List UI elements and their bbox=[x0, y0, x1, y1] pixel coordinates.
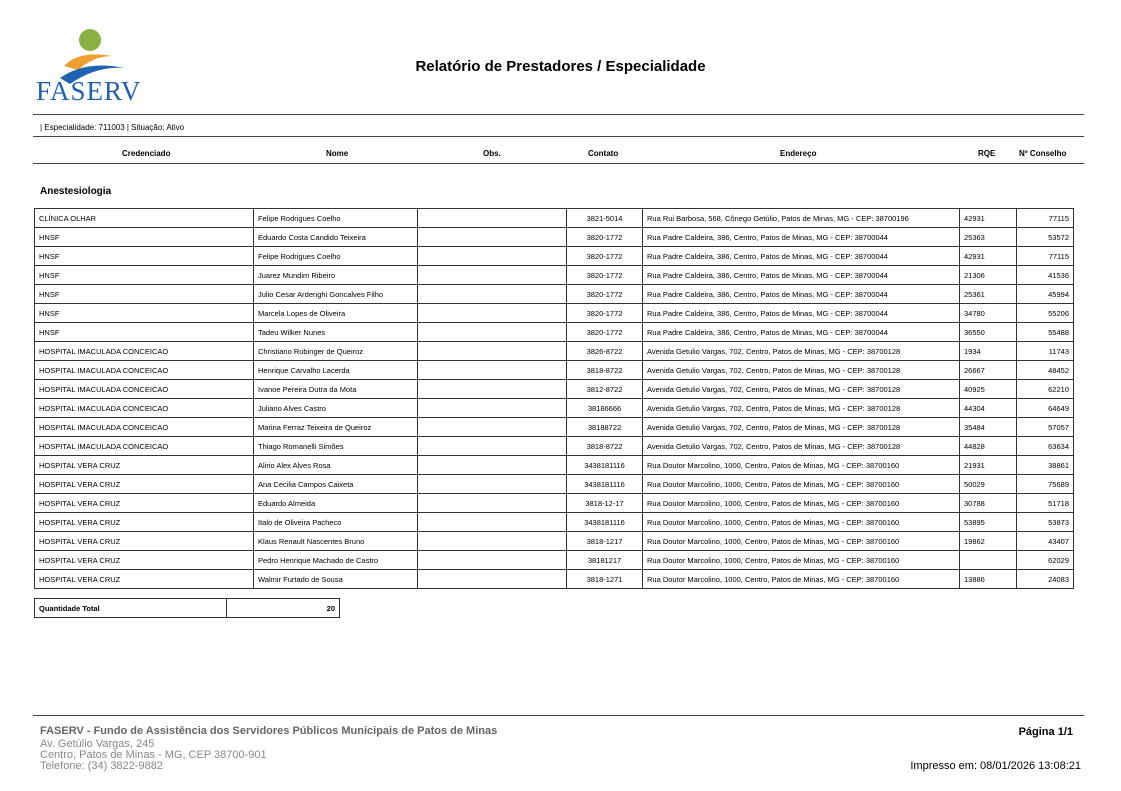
cell-nome: Ana Cecilia Campos Caixeta bbox=[254, 475, 418, 494]
table-row bbox=[35, 304, 1074, 323]
cell-nome: Julio Cesar Ardenghi Goncalves Filho bbox=[254, 285, 418, 304]
cell-conselho: 55206 bbox=[1017, 304, 1074, 323]
cell-rqe: 50029 bbox=[960, 475, 1017, 494]
cell-credenciado: HNSF bbox=[35, 304, 254, 323]
table-row bbox=[35, 513, 1074, 532]
cell-credenciado: HOSPITAL VERA CRUZ bbox=[35, 456, 254, 475]
cell-credenciado: HOSPITAL IMACULADA CONCEICAO bbox=[35, 418, 254, 437]
cell-obs bbox=[418, 456, 567, 475]
cell-conselho: 55488 bbox=[1017, 323, 1074, 342]
cell-obs bbox=[418, 532, 567, 551]
table-row bbox=[35, 285, 1074, 304]
cell-obs bbox=[418, 399, 567, 418]
table-row bbox=[35, 437, 1074, 456]
cell-rqe bbox=[960, 551, 1017, 570]
cell-contato: 3438181116 bbox=[567, 513, 643, 532]
cell-obs bbox=[418, 570, 567, 589]
table-row bbox=[35, 494, 1074, 513]
cell-contato: 3820-1772 bbox=[567, 304, 643, 323]
cell-obs bbox=[418, 551, 567, 570]
cell-contato: 3812-8722 bbox=[567, 380, 643, 399]
cell-nome: Italo de Oliveira Pacheco bbox=[254, 513, 418, 532]
report-title: Relatório de Prestadores / Especialidade bbox=[415, 58, 706, 75]
cell-contato: 3438181116 bbox=[567, 456, 643, 475]
cell-nome: Eduardo Almeida bbox=[254, 494, 418, 513]
cell-credenciado: HOSPITAL VERA CRUZ bbox=[35, 570, 254, 589]
cell-endereco: Avenida Getulio Vargas, 702, Centro, Patos de Minas, MG - CEP: 38700128 bbox=[643, 418, 960, 437]
cell-contato: 38181217 bbox=[567, 551, 643, 570]
cell-credenciado: HOSPITAL IMACULADA CONCEICAO bbox=[35, 342, 254, 361]
cell-endereco: Rua Doutor Marcolino, 1000, Centro, Patos de Minas, MG - CEP: 38700160 bbox=[643, 456, 960, 475]
cell-obs bbox=[418, 494, 567, 513]
cell-obs bbox=[418, 361, 567, 380]
cell-obs bbox=[418, 266, 567, 285]
cell-nome: Alirio Alex Alves Rosa bbox=[254, 456, 418, 475]
cell-credenciado: HNSF bbox=[35, 266, 254, 285]
cell-endereco: Avenida Getulio Vargas, 702, Centro, Patos de Minas, MG - CEP: 38700128 bbox=[643, 399, 960, 418]
cell-obs bbox=[418, 418, 567, 437]
cell-contato: 3818-8722 bbox=[567, 437, 643, 456]
cell-nome: Klaus Renault Nascentes Bruno bbox=[254, 532, 418, 551]
cell-conselho: 62210 bbox=[1017, 380, 1074, 399]
cell-conselho: 24083 bbox=[1017, 570, 1074, 589]
logo-head-shape bbox=[79, 29, 101, 51]
cell-endereco: Rua Doutor Marcolino, 1000, Centro, Patos de Minas, MG - CEP: 38700160 bbox=[643, 494, 960, 513]
cell-conselho: 57057 bbox=[1017, 418, 1074, 437]
table-row bbox=[35, 456, 1074, 475]
page-number: Página 1/1 bbox=[1018, 726, 1073, 738]
col-header-rqe: RQE bbox=[978, 149, 996, 158]
cell-nome: Pedro Henrique Machado de Castro bbox=[254, 551, 418, 570]
cell-conselho: 77115 bbox=[1017, 209, 1074, 228]
table-row bbox=[35, 361, 1074, 380]
cell-credenciado: HNSF bbox=[35, 323, 254, 342]
cell-credenciado: HNSF bbox=[35, 247, 254, 266]
cell-contato: 3820-1772 bbox=[567, 247, 643, 266]
cell-rqe: 34780 bbox=[960, 304, 1017, 323]
cell-credenciado: HOSPITAL VERA CRUZ bbox=[35, 551, 254, 570]
cell-endereco: Rua Doutor Marcolino, 1000, Centro, Patos de Minas, MG - CEP: 38700160 bbox=[643, 513, 960, 532]
cell-nome: Henrique Carvalho Lacerda bbox=[254, 361, 418, 380]
table-row bbox=[35, 247, 1074, 266]
cell-contato: 38186666 bbox=[567, 399, 643, 418]
table-row bbox=[35, 380, 1074, 399]
cell-nome: Felipe Rodrigues Coelho bbox=[254, 209, 418, 228]
cell-rqe: 13886 bbox=[960, 570, 1017, 589]
cell-endereco: Avenida Getulio Vargas, 702, Centro, Patos de Minas, MG - CEP: 38700128 bbox=[643, 380, 960, 399]
cell-credenciado: HOSPITAL VERA CRUZ bbox=[35, 494, 254, 513]
total-value: 20 bbox=[227, 599, 340, 618]
cell-conselho: 53572 bbox=[1017, 228, 1074, 247]
table-row bbox=[35, 342, 1074, 361]
cell-nome: Juliano Alves Castro bbox=[254, 399, 418, 418]
cell-conselho: 11743 bbox=[1017, 342, 1074, 361]
header-divider bbox=[33, 114, 1084, 115]
table-row bbox=[35, 228, 1074, 247]
cell-endereco: Rua Rui Barbosa, 568, Cônego Getúlio, Patos de Minas, MG - CEP: 38700196 bbox=[643, 209, 960, 228]
cell-endereco: Rua Padre Caldeira, 386, Centro, Patos de Minas, MG - CEP: 38700044 bbox=[643, 266, 960, 285]
table-row bbox=[35, 570, 1074, 589]
cell-obs bbox=[418, 304, 567, 323]
cell-rqe: 42931 bbox=[960, 209, 1017, 228]
cell-contato: 3820-1772 bbox=[567, 228, 643, 247]
cell-rqe: 21931 bbox=[960, 456, 1017, 475]
cell-obs bbox=[418, 209, 567, 228]
cell-credenciado: HOSPITAL VERA CRUZ bbox=[35, 513, 254, 532]
cell-endereco: Rua Doutor Marcolino, 1000, Centro, Patos de Minas, MG - CEP: 38700160 bbox=[643, 475, 960, 494]
table-row bbox=[35, 209, 1074, 228]
cell-credenciado: CLÍNICA OLHAR bbox=[35, 209, 254, 228]
cell-rqe: 21306 bbox=[960, 266, 1017, 285]
footer-address-line-1: Av. Getúlio Vargas, 245 bbox=[40, 738, 155, 750]
cell-conselho: 38861 bbox=[1017, 456, 1074, 475]
cell-rqe: 25363 bbox=[960, 228, 1017, 247]
cell-conselho: 45994 bbox=[1017, 285, 1074, 304]
cell-rqe: 25361 bbox=[960, 285, 1017, 304]
cell-nome: Marcela Lopes de Oliveira bbox=[254, 304, 418, 323]
col-header-endereco: Endereço bbox=[780, 149, 817, 158]
cell-endereco: Rua Padre Caldeira, 386, Centro, Patos de Minas, MG - CEP: 38700044 bbox=[643, 228, 960, 247]
column-header-divider bbox=[33, 163, 1084, 164]
cell-rqe: 36550 bbox=[960, 323, 1017, 342]
total-table bbox=[34, 598, 340, 618]
cell-contato: 3820-1772 bbox=[567, 266, 643, 285]
filter-divider bbox=[33, 136, 1084, 137]
table-row bbox=[35, 266, 1074, 285]
cell-contato: 38188722 bbox=[567, 418, 643, 437]
cell-endereco: Avenida Getulio Vargas, 702, Centro, Patos de Minas, MG - CEP: 38700128 bbox=[643, 342, 960, 361]
cell-obs bbox=[418, 323, 567, 342]
cell-conselho: 77115 bbox=[1017, 247, 1074, 266]
cell-nome: Ivanoe Pereira Dutra da Mota bbox=[254, 380, 418, 399]
cell-contato: 3820-1772 bbox=[567, 323, 643, 342]
cell-credenciado: HOSPITAL VERA CRUZ bbox=[35, 475, 254, 494]
cell-nome: Marina Ferraz Teixeira de Queiroz bbox=[254, 418, 418, 437]
cell-nome: Tadeu Wilker Nunes bbox=[254, 323, 418, 342]
cell-contato: 3820-1772 bbox=[567, 285, 643, 304]
cell-obs bbox=[418, 342, 567, 361]
cell-obs bbox=[418, 228, 567, 247]
table-row bbox=[35, 551, 1074, 570]
printed-timestamp: Impresso em: 08/01/2026 13:08:21 bbox=[910, 760, 1081, 772]
cell-contato: 3821-5014 bbox=[567, 209, 643, 228]
section-title: Anestesiologia bbox=[40, 186, 112, 197]
cell-conselho: 41536 bbox=[1017, 266, 1074, 285]
footer-divider bbox=[33, 715, 1084, 716]
cell-nome: Eduardo Costa Candido Teixeira bbox=[254, 228, 418, 247]
cell-rqe: 1934 bbox=[960, 342, 1017, 361]
cell-contato: 3826-8722 bbox=[567, 342, 643, 361]
cell-rqe: 19862 bbox=[960, 532, 1017, 551]
filter-summary: | Especialidade: 711003 | Situação: Ativo bbox=[40, 123, 185, 132]
cell-contato: 3818-12-17 bbox=[567, 494, 643, 513]
providers-table bbox=[34, 208, 1074, 589]
cell-rqe: 44304 bbox=[960, 399, 1017, 418]
cell-conselho: 51718 bbox=[1017, 494, 1074, 513]
footer-phone: Telefone: (34) 3822-9882 bbox=[40, 760, 163, 772]
cell-obs bbox=[418, 247, 567, 266]
cell-conselho: 43407 bbox=[1017, 532, 1074, 551]
cell-rqe: 40925 bbox=[960, 380, 1017, 399]
cell-obs bbox=[418, 513, 567, 532]
cell-contato: 3818-1271 bbox=[567, 570, 643, 589]
cell-conselho: 63634 bbox=[1017, 437, 1074, 456]
cell-nome: Christiano Rubinger de Queiroz bbox=[254, 342, 418, 361]
cell-nome: Felipe Rodrigues Coelho bbox=[254, 247, 418, 266]
cell-endereco: Rua Padre Caldeira, 386, Centro, Patos de Minas, MG - CEP: 38700044 bbox=[643, 285, 960, 304]
total-label: Quantidade Total bbox=[35, 599, 227, 618]
cell-endereco: Avenida Getulio Vargas, 702, Centro, Patos de Minas, MG - CEP: 38700128 bbox=[643, 437, 960, 456]
col-header-credenciado: Credenciado bbox=[122, 149, 171, 158]
cell-contato: 3818-1217 bbox=[567, 532, 643, 551]
table-row bbox=[35, 532, 1074, 551]
cell-obs bbox=[418, 475, 567, 494]
cell-endereco: Rua Padre Caldeira, 386, Centro, Patos de Minas, MG - CEP: 38700044 bbox=[643, 304, 960, 323]
cell-rqe: 53895 bbox=[960, 513, 1017, 532]
cell-obs bbox=[418, 437, 567, 456]
cell-nome: Juarez Mundim Ribeiro bbox=[254, 266, 418, 285]
footer-org-name: FASERV - Fundo de Assistência dos Servidores Públicos Municipais de Patos de Minas bbox=[40, 725, 498, 737]
col-header-nome: Nome bbox=[326, 149, 349, 158]
cell-endereco: Rua Doutor Marcolino, 1000, Centro, Patos de Minas, MG - CEP: 38700160 bbox=[643, 551, 960, 570]
cell-obs bbox=[418, 285, 567, 304]
cell-conselho: 64649 bbox=[1017, 399, 1074, 418]
cell-contato: 3818-8722 bbox=[567, 361, 643, 380]
cell-credenciado: HOSPITAL IMACULADA CONCEICAO bbox=[35, 380, 254, 399]
cell-conselho: 75689 bbox=[1017, 475, 1074, 494]
cell-rqe: 30788 bbox=[960, 494, 1017, 513]
table-row bbox=[35, 475, 1074, 494]
footer-address-line-2: Centro, Patos de Minas - MG, CEP 38700-901 bbox=[40, 749, 267, 761]
cell-credenciado: HOSPITAL IMACULADA CONCEICAO bbox=[35, 399, 254, 418]
cell-conselho: 53873 bbox=[1017, 513, 1074, 532]
cell-endereco: Rua Padre Caldeira, 386, Centro, Patos de Minas, MG - CEP: 38700044 bbox=[643, 247, 960, 266]
cell-obs bbox=[418, 380, 567, 399]
cell-endereco: Avenida Getulio Vargas, 702, Centro, Patos de Minas, MG - CEP: 38700128 bbox=[643, 361, 960, 380]
cell-conselho: 62029 bbox=[1017, 551, 1074, 570]
col-header-obs: Obs. bbox=[483, 149, 501, 158]
cell-endereco: Rua Doutor Marcolino, 1000, Centro, Patos de Minas, MG - CEP: 38700160 bbox=[643, 532, 960, 551]
cell-contato: 3438181116 bbox=[567, 475, 643, 494]
cell-rqe: 44828 bbox=[960, 437, 1017, 456]
table-row bbox=[35, 323, 1074, 342]
cell-credenciado: HOSPITAL VERA CRUZ bbox=[35, 532, 254, 551]
cell-rqe: 35484 bbox=[960, 418, 1017, 437]
cell-nome: Walmir Furtado de Sousa bbox=[254, 570, 418, 589]
cell-endereco: Rua Doutor Marcolino, 1000, Centro, Patos de Minas, MG - CEP: 38700160 bbox=[643, 570, 960, 589]
logo-text: FASERV bbox=[36, 76, 142, 106]
cell-rqe: 26667 bbox=[960, 361, 1017, 380]
cell-endereco: Rua Padre Caldeira, 386, Centro, Patos de Minas, MG - CEP: 38700044 bbox=[643, 323, 960, 342]
table-row bbox=[35, 418, 1074, 437]
cell-credenciado: HOSPITAL IMACULADA CONCEICAO bbox=[35, 437, 254, 456]
col-header-conselho: Nº Conselho bbox=[1019, 149, 1067, 158]
cell-rqe: 42931 bbox=[960, 247, 1017, 266]
cell-conselho: 48452 bbox=[1017, 361, 1074, 380]
cell-credenciado: HOSPITAL IMACULADA CONCEICAO bbox=[35, 361, 254, 380]
cell-credenciado: HNSF bbox=[35, 228, 254, 247]
cell-credenciado: HNSF bbox=[35, 285, 254, 304]
table-row bbox=[35, 399, 1074, 418]
cell-nome: Thiago Romanelli Simões bbox=[254, 437, 418, 456]
col-header-contato: Contato bbox=[588, 149, 619, 158]
